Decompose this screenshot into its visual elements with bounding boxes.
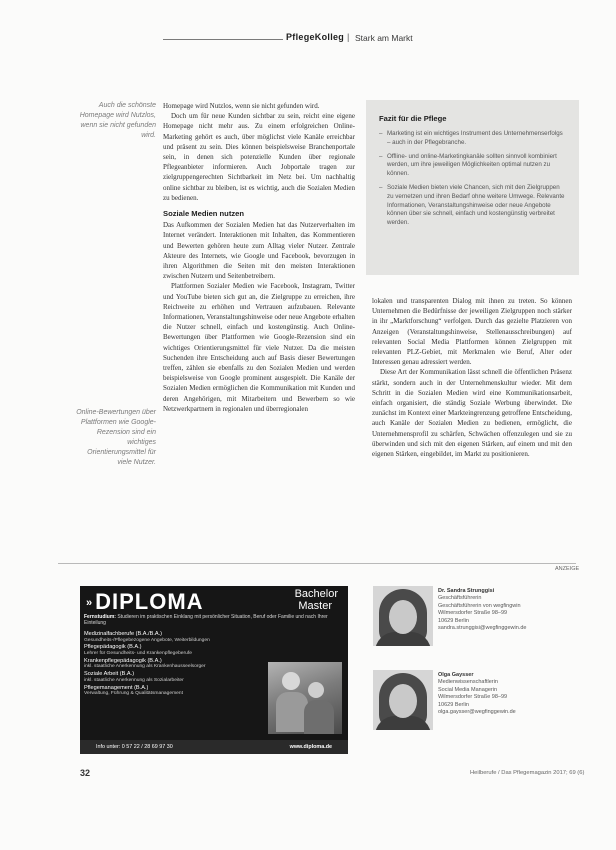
ad-intro-label: Fernstudium: xyxy=(84,614,116,620)
paragraph: Diese Art der Kommunikation lässt schnell die öffentlichen Präsenz stärkt, sondern auch in der Unternehmenskultur wieder. Mit dem Schritt in die Sozialen Medien wird eine Kommunikationsarbeit, einfach organisiert, die ständig Soziale Werbung überwindet. Die zunächst im Kontext einer Markteingrenzung getroffene Entscheidung, auch Kanäle der Sozialen Medien zu bedienen, ermöglicht, die Unternehmensprofil zu schärfen, Schwächen offenzulegen und sie zu überwinden und sich mit den eigenen Stärken, auf einem und mit den eigenen Stärken, eingebildet, im Markt zu positionieren. xyxy=(372,368,572,459)
photo-figure xyxy=(304,700,334,734)
fazit-title: Fazit für die Pflege xyxy=(379,114,447,123)
publication-footer: Heilberufe / Das Pflegemagazin 2017; 69 (6) xyxy=(470,770,585,776)
photo-figure xyxy=(282,672,300,690)
paragraph: Plattformen Sozialer Medien wie Facebook, Instagram, Twitter und YouTube bieten sich gut an, die Zielgruppe zu erreichen, ihre Reichweite zu erhöhen und Vertrauen aufzubauen. Relevante Informationen, Veranstaltungshinweise oder neue Angebote erhalten die Nutzer schnell, einfach und kostengünstig. Auch Online-Bewertungen über Plattformen wie Google-Rezension sind ein wichtiges Orientierungsmittel für viele Nutzer. Da die meisten Suchenden ihre Entscheidung auch auf Basis dieser Bewertungen treffen, zählen sie ebenfalls zu den Sozialen Medien und werden beispielsweise von Google prominent ausgespielt. Die Kanäle der Sozialen Medien ermöglichen die Kommunikation mit Kunden und deren Angehörigen, mit Mitarbeitern und Bewerbern so wie Netzwerkpartnern in regionalen und überregionalen xyxy=(163,282,355,413)
section-divider xyxy=(58,563,576,564)
program-subtitle: inkl. staatliche Anerkennung als Krankenhausseelsorger xyxy=(84,664,206,670)
ad-program xyxy=(84,671,264,683)
author-role: Geschäftsführerin xyxy=(438,595,482,602)
pull-quote-2: Online-Bewertungen über Plattformen wie Google-Rezension sind ein wichtiges Orientierungsmittel für viele Nutzer. xyxy=(76,409,156,466)
author-contact xyxy=(438,672,578,716)
section-heading: Soziale Medien nutzen xyxy=(163,209,245,219)
degree-bachelor: Bachelor xyxy=(294,588,338,600)
ad-website-link[interactable]: www.diploma.de xyxy=(289,744,332,750)
author-email[interactable]: sandra.strunggisi@wegfinggewin.de xyxy=(438,625,527,632)
article-column-right xyxy=(372,296,572,459)
fazit-list xyxy=(379,130,567,233)
page-number: 32 xyxy=(80,768,91,778)
ad-program xyxy=(84,631,264,643)
ad-photo xyxy=(268,662,342,734)
ad-program-list xyxy=(84,631,264,698)
ad-program xyxy=(84,685,264,697)
author-street: Wilmersdorfer Straße 98–99 xyxy=(438,610,508,617)
program-title: Soziale Arbeit (B.A.) xyxy=(84,671,135,678)
paragraph: lokalen und transparenten Dialog mit ihnen zu treten. So können Unternehmen die Bedürfnisse der jeweiligen Zielgruppen noch stärker in ihr „Marktforschung“ verfolgen. Durch das gezielte Platzieren von Anzeigen (Veranstaltungshinweise, Stellenausschreibungen) auf relevanten Social Media Plattformen können Zielgruppen mit relevanten PLZ-Gebiet, mit Merkmalen wie Beruf, Alter oder Interessen genau adressiert werden. xyxy=(372,297,572,367)
logo-text: DIPLOMA xyxy=(95,589,204,614)
header-section: Stark am Markt xyxy=(355,33,413,43)
photo-figure xyxy=(308,682,324,698)
author-photo xyxy=(373,586,433,646)
ad-program xyxy=(84,658,264,670)
photo-figure xyxy=(389,600,417,634)
author-city: 10629 Berlin xyxy=(438,617,469,624)
ad-label: ANZEIGE xyxy=(555,566,580,572)
running-header xyxy=(163,32,593,46)
author-photo xyxy=(373,670,433,730)
program-title: Pflegepädagogik (B.A.) xyxy=(84,644,142,651)
program-subtitle: inkl. staatliche Anerkennung als Sozialarbeiter xyxy=(84,677,184,683)
header-rule xyxy=(163,39,283,40)
fazit-item: – Offline- und online-Marketingkanäle sollten sinnvoll kombiniert werden, um ihre jeweiligen Möglichkeiten optimal nutzen zu können. xyxy=(379,153,567,179)
author-name: Olga Gaysser xyxy=(438,672,474,678)
program-subtitle: Lehrer für Gesundheits- und Krankenpflegeberufe xyxy=(84,650,192,656)
author-city: 10629 Berlin xyxy=(438,701,469,708)
author-name: Dr. Sandra Strunggisi xyxy=(438,588,495,594)
paragraph: Das Aufkommen der Sozialen Medien hat das Nutzerverhalten im Internet verändert. Interaktionen mit Inhalten, das Kommentieren und Bewerten gehören heute zum Alltag vieler Nutzer. Zentrale Akteure des Internets, wie Google und Facebook, bevorzugen in ihren Algorithmen die Seiten mit den meisten Interaktionen zwischen Nutzern und Seitenbetreibern. xyxy=(163,221,355,281)
article-column-left xyxy=(163,101,355,414)
fazit-item: – Marketing ist ein wichtiges Instrument des Unternehmenserfolgs – auch in der Pflegebranche. xyxy=(379,130,567,148)
ad-intro-text: Studieren im praktischen Einklang mit persönlicher Situation, Beruf oder Familie und nach Ihrer Einteilung xyxy=(84,614,328,627)
arrow-logo-icon: » xyxy=(86,597,94,610)
paragraph: Doch um für neue Kunden sichtbar zu sein, reicht eine eigene Homepage nicht mehr aus. Zu einem erfolgreichen Online-Marketing gehört es auch, über möglichst viele Kanäle erreichbar und präsent zu sein. Dies können beispielsweise Branchenportale sein, in denen sich potenzielle Kunden über regionale Pflegeanbieter informieren. Auch Jobportale tragen zur zielgruppengerechten Sichtbarkeit im Netz bei. Um nachhaltig online sichtbar zu bleiben, ist es wichtig, auch die Sozialen Medien zu bedienen. xyxy=(163,112,355,202)
diploma-advertisement[interactable] xyxy=(80,586,348,754)
program-title: Medizinalfachberufe (B.A./B.A.) xyxy=(84,631,163,637)
header-separator: | xyxy=(347,32,350,42)
fazit-box xyxy=(366,100,579,275)
program-title: Pflegemanagement (B.A.) xyxy=(84,684,149,691)
paragraph: Homepage wird Nutzlos, wenn sie nicht gefunden wird. xyxy=(163,102,320,110)
fazit-item: – Soziale Medien bieten viele Chancen, sich mit den Zielgruppen zu vernetzen und ihren Bedarf ohne weitere Umwege. Relevante Informationen, Veranstaltungshinweise oder neue Angebote können über sie schnell, einfach und kostengünstig verbreitet werden. xyxy=(379,184,567,228)
program-title: Krankenpflegepädagogik (B.A.) xyxy=(84,657,162,664)
ad-footer xyxy=(80,740,348,754)
program-subtitle: Gesundheits-/Pflegebezogene Angebote, Weiterbildungen xyxy=(84,637,210,643)
author-street: Wilmersdorfer Straße 98–99 xyxy=(438,694,508,701)
ad-intro xyxy=(84,614,342,627)
author-contact xyxy=(438,588,578,632)
ad-program xyxy=(84,644,264,656)
header-brand: PflegeKolleg xyxy=(286,32,345,42)
degree-master: Master xyxy=(298,600,332,612)
author-role: Medienwissenschaftlerin xyxy=(438,679,498,686)
program-subtitle: Verwaltung, Führung & Qualitätsmanagement xyxy=(84,691,183,697)
ad-phone: Info unter: 0 57 22 / 28 69 97 30 xyxy=(96,744,173,750)
diploma-logo xyxy=(86,589,204,615)
author-org: Social Media Managerin xyxy=(438,686,498,693)
author-org: Geschäftsführerin von wegfingwin xyxy=(438,602,521,609)
pull-quote-1: Auch die schönste Homepage wird Nutzlos, wenn sie nicht gefunden wird. xyxy=(79,102,156,139)
author-email[interactable]: olga.gaysser@wegfinggewin.de xyxy=(438,709,516,716)
photo-figure xyxy=(389,684,417,718)
